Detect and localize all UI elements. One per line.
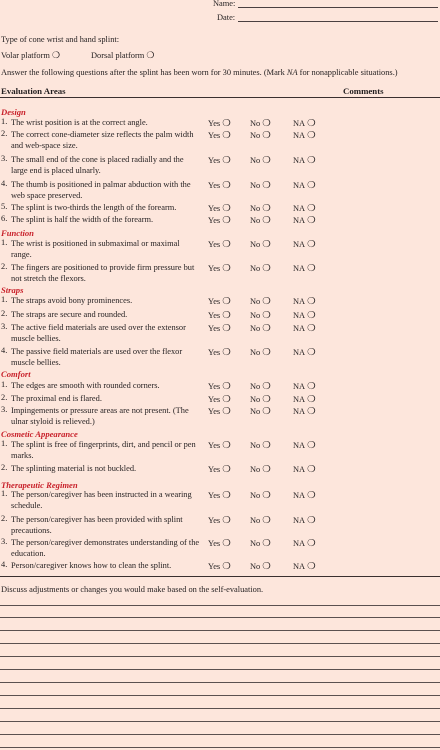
yes-option[interactable] xyxy=(208,263,231,274)
na-option[interactable] xyxy=(293,406,316,417)
na-label: NA xyxy=(293,395,306,404)
date-label: Date: xyxy=(217,13,236,22)
item-number: 3. xyxy=(1,405,8,414)
yes-option[interactable] xyxy=(208,515,231,526)
na-radio[interactable]: ❍ xyxy=(307,324,316,334)
item-number: 4. xyxy=(1,560,8,569)
no-label: No xyxy=(250,181,261,190)
no-radio[interactable]: ❍ xyxy=(262,131,271,141)
na-option[interactable] xyxy=(293,296,316,307)
yes-option[interactable] xyxy=(208,347,231,358)
yes-label: Yes xyxy=(208,204,221,213)
splint-type-question: Type of cone wrist and hand splint: xyxy=(1,35,120,44)
name-field[interactable] xyxy=(238,7,438,8)
na-radio[interactable]: ❍ xyxy=(307,311,316,321)
yes-radio[interactable]: ❍ xyxy=(222,264,231,274)
na-option[interactable] xyxy=(293,323,316,334)
item-number: 2. xyxy=(1,262,8,271)
item-text: The wrist is positioned in submaximal or maximal range. xyxy=(11,239,180,259)
na-option[interactable] xyxy=(293,203,316,214)
evaluation-areas-heading: Evaluation Areas xyxy=(1,86,66,96)
no-option[interactable] xyxy=(250,323,271,334)
item-text: The splint is half the width of the forearm. xyxy=(11,215,154,224)
yes-radio[interactable]: ❍ xyxy=(222,516,231,526)
item-text: The active field materials are used over the extensor muscle bellies. xyxy=(11,323,186,343)
yes-label: Yes xyxy=(208,264,221,273)
no-label: No xyxy=(250,216,261,225)
na-option[interactable] xyxy=(293,215,316,226)
item-text: The edges are smooth with rounded corners. xyxy=(11,381,160,390)
yes-option[interactable] xyxy=(208,464,231,475)
discussion-line[interactable] xyxy=(0,682,440,683)
no-radio[interactable]: ❍ xyxy=(262,240,271,250)
no-radio[interactable]: ❍ xyxy=(262,181,271,191)
yes-label: Yes xyxy=(208,516,221,525)
item-number: 4. xyxy=(1,179,8,188)
discussion-line[interactable] xyxy=(0,617,440,618)
na-label: NA xyxy=(293,240,306,249)
no-radio[interactable]: ❍ xyxy=(262,119,271,129)
header-rule xyxy=(0,97,440,98)
no-radio[interactable]: ❍ xyxy=(262,204,271,214)
yes-radio[interactable]: ❍ xyxy=(222,119,231,129)
no-label: No xyxy=(250,297,261,306)
no-option[interactable] xyxy=(250,180,271,191)
yes-label: Yes xyxy=(208,297,221,306)
name-label: Name: xyxy=(213,0,236,8)
na-option[interactable] xyxy=(293,464,316,475)
no-radio[interactable]: ❍ xyxy=(262,407,271,417)
yes-radio[interactable]: ❍ xyxy=(222,156,231,166)
no-option[interactable] xyxy=(250,263,271,274)
na-label: NA xyxy=(293,297,306,306)
yes-label: Yes xyxy=(208,216,221,225)
discussion-rule xyxy=(0,576,440,577)
yes-radio[interactable]: ❍ xyxy=(222,216,231,226)
dorsal-platform-radio[interactable]: ❍ xyxy=(146,50,155,60)
yes-option[interactable] xyxy=(208,381,231,392)
discussion-line[interactable] xyxy=(0,656,440,657)
yes-radio[interactable]: ❍ xyxy=(222,297,231,307)
na-option[interactable] xyxy=(293,538,316,549)
item-number: 2. xyxy=(1,393,8,402)
item-text: The person/caregiver has been provided with splint precautions. xyxy=(11,515,183,535)
item-number: 1. xyxy=(1,489,8,498)
yes-label: Yes xyxy=(208,324,221,333)
yes-radio[interactable]: ❍ xyxy=(222,131,231,141)
yes-option[interactable] xyxy=(208,203,231,214)
no-radio[interactable]: ❍ xyxy=(262,348,271,358)
item-number: 4. xyxy=(1,346,8,355)
yes-label: Yes xyxy=(208,119,221,128)
na-label: NA xyxy=(293,441,306,450)
na-label: NA xyxy=(293,491,306,500)
no-option[interactable] xyxy=(250,239,271,250)
no-radio[interactable]: ❍ xyxy=(262,395,271,405)
no-option[interactable] xyxy=(250,464,271,475)
yes-option[interactable] xyxy=(208,296,231,307)
na-radio[interactable]: ❍ xyxy=(307,407,316,417)
yes-radio[interactable]: ❍ xyxy=(222,240,231,250)
no-radio[interactable]: ❍ xyxy=(262,324,271,334)
section-title: Design xyxy=(1,107,26,117)
item-text: The small end of the cone is placed radially and the large end is placed ulnarly. xyxy=(11,155,184,175)
yes-option[interactable] xyxy=(208,118,231,129)
na-label: NA xyxy=(293,465,306,474)
no-option[interactable] xyxy=(250,561,271,572)
na-label: NA xyxy=(293,348,306,357)
no-radio[interactable]: ❍ xyxy=(262,441,271,451)
no-option[interactable] xyxy=(250,296,271,307)
item-number: 1. xyxy=(1,238,8,247)
na-option[interactable] xyxy=(293,310,316,321)
na-option[interactable] xyxy=(293,561,316,572)
yes-option[interactable] xyxy=(208,440,231,451)
na-option[interactable] xyxy=(293,118,316,129)
discussion-line[interactable] xyxy=(0,605,440,606)
yes-radio[interactable]: ❍ xyxy=(222,348,231,358)
volar-platform-radio[interactable]: ❍ xyxy=(52,50,61,60)
dorsal-platform-option[interactable] xyxy=(91,50,154,61)
no-radio[interactable]: ❍ xyxy=(262,465,271,475)
no-option[interactable] xyxy=(250,215,271,226)
no-option[interactable] xyxy=(250,406,271,417)
yes-label: Yes xyxy=(208,441,221,450)
no-option[interactable] xyxy=(250,310,271,321)
yes-label: Yes xyxy=(208,181,221,190)
no-option[interactable] xyxy=(250,515,271,526)
no-option[interactable] xyxy=(250,538,271,549)
yes-label: Yes xyxy=(208,348,221,357)
no-radio[interactable]: ❍ xyxy=(262,216,271,226)
na-radio[interactable]: ❍ xyxy=(307,348,316,358)
no-option[interactable] xyxy=(250,130,271,141)
na-option[interactable] xyxy=(293,515,316,526)
na-label: NA xyxy=(293,119,306,128)
na-label: NA xyxy=(293,324,306,333)
item-text: The thumb is positioned in palmar abduction with the web space preserved. xyxy=(11,180,191,200)
item-text: The splint is two-thirds the length of the forearm. xyxy=(11,203,177,212)
na-label: NA xyxy=(293,311,306,320)
yes-radio[interactable]: ❍ xyxy=(222,204,231,214)
na-option[interactable] xyxy=(293,381,316,392)
section-title: Straps xyxy=(1,285,24,295)
na-radio[interactable]: ❍ xyxy=(307,539,316,549)
discussion-line[interactable] xyxy=(0,669,440,670)
item-number: 3. xyxy=(1,154,8,163)
discussion-line[interactable] xyxy=(0,747,440,748)
na-radio[interactable]: ❍ xyxy=(307,204,316,214)
item-number: 1. xyxy=(1,380,8,389)
discussion-line[interactable] xyxy=(0,630,440,631)
item-text: The splinting material is not buckled. xyxy=(11,464,137,473)
no-option[interactable] xyxy=(250,490,271,501)
no-radio[interactable]: ❍ xyxy=(262,491,271,501)
no-label: No xyxy=(250,156,261,165)
yes-radio[interactable]: ❍ xyxy=(222,562,231,572)
no-option[interactable] xyxy=(250,155,271,166)
na-radio[interactable]: ❍ xyxy=(307,297,316,307)
section-title: Cosmetic Appearance xyxy=(1,429,78,439)
yes-radio[interactable]: ❍ xyxy=(222,465,231,475)
na-radio[interactable]: ❍ xyxy=(307,516,316,526)
no-option[interactable] xyxy=(250,203,271,214)
yes-label: Yes xyxy=(208,240,221,249)
yes-option[interactable] xyxy=(208,406,231,417)
yes-label: Yes xyxy=(208,562,221,571)
no-label: No xyxy=(250,539,261,548)
item-text: The person/caregiver has been instructed in a wearing schedule. xyxy=(11,490,192,510)
yes-label: Yes xyxy=(208,491,221,500)
yes-option[interactable] xyxy=(208,561,231,572)
yes-option[interactable] xyxy=(208,394,231,405)
no-label: No xyxy=(250,465,261,474)
na-radio[interactable]: ❍ xyxy=(307,131,316,141)
no-label: No xyxy=(250,562,261,571)
item-number: 2. xyxy=(1,514,8,523)
na-marker: NA xyxy=(286,68,298,77)
yes-label: Yes xyxy=(208,539,221,548)
yes-label: Yes xyxy=(208,382,221,391)
na-radio[interactable]: ❍ xyxy=(307,181,316,191)
na-option[interactable] xyxy=(293,130,316,141)
no-label: No xyxy=(250,382,261,391)
date-field[interactable] xyxy=(238,21,438,22)
na-radio[interactable]: ❍ xyxy=(307,491,316,501)
no-option[interactable] xyxy=(250,381,271,392)
no-radio[interactable]: ❍ xyxy=(262,156,271,166)
item-text: The correct cone-diameter size reflects the palm width and web-space size. xyxy=(11,130,194,150)
na-option[interactable] xyxy=(293,394,316,405)
discussion-line[interactable] xyxy=(0,734,440,735)
no-label: No xyxy=(250,119,261,128)
na-label: NA xyxy=(293,264,306,273)
item-number: 1. xyxy=(1,439,8,448)
na-label: NA xyxy=(293,407,306,416)
na-radio[interactable]: ❍ xyxy=(307,156,316,166)
yes-option[interactable] xyxy=(208,180,231,191)
no-option[interactable] xyxy=(250,347,271,358)
item-text: The splint is free of fingerprints, dirt, and pencil or pen marks. xyxy=(11,440,196,460)
na-label: NA xyxy=(293,382,306,391)
item-text: The wrist position is at the correct angle. xyxy=(11,118,148,127)
yes-label: Yes xyxy=(208,311,221,320)
na-label: NA xyxy=(293,156,306,165)
na-option[interactable] xyxy=(293,155,316,166)
yes-label: Yes xyxy=(208,465,221,474)
comments-heading: Comments xyxy=(343,86,384,96)
section-title: Function xyxy=(1,228,34,238)
no-radio[interactable]: ❍ xyxy=(262,297,271,307)
na-option[interactable] xyxy=(293,263,316,274)
item-text: The straps are secure and rounded. xyxy=(11,310,128,319)
na-radio[interactable]: ❍ xyxy=(307,264,316,274)
na-option[interactable] xyxy=(293,347,316,358)
no-radio[interactable]: ❍ xyxy=(262,382,271,392)
no-radio[interactable]: ❍ xyxy=(262,264,271,274)
yes-radio[interactable]: ❍ xyxy=(222,491,231,501)
discussion-prompt: Discuss adjustments or changes you would make based on the self-evaluation. xyxy=(1,585,264,594)
na-label: NA xyxy=(293,516,306,525)
item-number: 3. xyxy=(1,322,8,331)
na-label: NA xyxy=(293,562,306,571)
yes-radio[interactable]: ❍ xyxy=(222,539,231,549)
item-text: The proximal end is flared. xyxy=(11,394,102,403)
item-number: 5. xyxy=(1,202,8,211)
yes-radio[interactable]: ❍ xyxy=(222,441,231,451)
no-label: No xyxy=(250,240,261,249)
yes-option[interactable] xyxy=(208,239,231,250)
yes-radio[interactable]: ❍ xyxy=(222,395,231,405)
na-radio[interactable]: ❍ xyxy=(307,119,316,129)
no-label: No xyxy=(250,311,261,320)
na-option[interactable] xyxy=(293,440,316,451)
no-label: No xyxy=(250,491,261,500)
no-label: No xyxy=(250,324,261,333)
no-option[interactable] xyxy=(250,118,271,129)
na-label: NA xyxy=(293,539,306,548)
yes-label: Yes xyxy=(208,407,221,416)
na-label: NA xyxy=(293,216,306,225)
na-option[interactable] xyxy=(293,180,316,191)
yes-label: Yes xyxy=(208,156,221,165)
na-label: NA xyxy=(293,131,306,140)
yes-option[interactable] xyxy=(208,538,231,549)
no-label: No xyxy=(250,516,261,525)
item-number: 2. xyxy=(1,309,8,318)
item-number: 1. xyxy=(1,117,8,126)
na-label: NA xyxy=(293,181,306,190)
na-radio[interactable]: ❍ xyxy=(307,382,316,392)
volar-platform-label: Volar platform xyxy=(1,51,50,60)
na-radio[interactable]: ❍ xyxy=(307,216,316,226)
item-text: The passive field materials are used over the flexor muscle bellies. xyxy=(11,347,183,367)
no-option[interactable] xyxy=(250,394,271,405)
discussion-line[interactable] xyxy=(0,721,440,722)
no-label: No xyxy=(250,407,261,416)
discussion-line[interactable] xyxy=(0,695,440,696)
no-label: No xyxy=(250,131,261,140)
no-option[interactable] xyxy=(250,440,271,451)
yes-radio[interactable]: ❍ xyxy=(222,311,231,321)
yes-label: Yes xyxy=(208,395,221,404)
section-title: Comfort xyxy=(1,369,31,379)
no-label: No xyxy=(250,204,261,213)
item-text: Impingements or pressure areas are not present. (The ulnar styloid is relieved.) xyxy=(11,406,189,426)
yes-radio[interactable]: ❍ xyxy=(222,324,231,334)
item-number: 6. xyxy=(1,214,8,223)
item-text: Person/caregiver knows how to clean the splint. xyxy=(11,561,172,570)
na-radio[interactable]: ❍ xyxy=(307,465,316,475)
discussion-line[interactable] xyxy=(0,708,440,709)
yes-option[interactable] xyxy=(208,130,231,141)
volar-platform-option[interactable] xyxy=(1,50,60,61)
na-radio[interactable]: ❍ xyxy=(307,562,316,572)
yes-option[interactable] xyxy=(208,215,231,226)
item-text: The person/caregiver demonstrates understanding of the education. xyxy=(11,538,200,558)
item-text: The fingers are positioned to provide firm pressure but not stretch the flexors. xyxy=(11,263,195,283)
dorsal-platform-label: Dorsal platform xyxy=(91,51,145,60)
no-label: No xyxy=(250,441,261,450)
na-option[interactable] xyxy=(293,490,316,501)
instructions: Answer the following questions after the splint has been worn for 30 minutes. (Mark NA for nonapplicable situations.) xyxy=(1,68,398,77)
yes-radio[interactable]: ❍ xyxy=(222,382,231,392)
na-radio[interactable]: ❍ xyxy=(307,441,316,451)
no-radio[interactable]: ❍ xyxy=(262,516,271,526)
yes-label: Yes xyxy=(208,131,221,140)
na-radio[interactable]: ❍ xyxy=(307,240,316,250)
no-label: No xyxy=(250,395,261,404)
no-radio[interactable]: ❍ xyxy=(262,539,271,549)
no-label: No xyxy=(250,348,261,357)
no-label: No xyxy=(250,264,261,273)
yes-option[interactable] xyxy=(208,490,231,501)
item-text: The straps avoid bony prominences. xyxy=(11,296,133,305)
na-radio[interactable]: ❍ xyxy=(307,395,316,405)
item-number: 2. xyxy=(1,463,8,472)
yes-option[interactable] xyxy=(208,155,231,166)
item-number: 1. xyxy=(1,295,8,304)
yes-radio[interactable]: ❍ xyxy=(222,181,231,191)
section-title: Therapeutic Regimen xyxy=(1,480,78,490)
yes-radio[interactable]: ❍ xyxy=(222,407,231,417)
na-option[interactable] xyxy=(293,239,316,250)
yes-option[interactable] xyxy=(208,310,231,321)
item-number: 3. xyxy=(1,537,8,546)
no-radio[interactable]: ❍ xyxy=(262,562,271,572)
item-number: 2. xyxy=(1,129,8,138)
no-radio[interactable]: ❍ xyxy=(262,311,271,321)
yes-option[interactable] xyxy=(208,323,231,334)
na-label: NA xyxy=(293,204,306,213)
discussion-line[interactable] xyxy=(0,643,440,644)
